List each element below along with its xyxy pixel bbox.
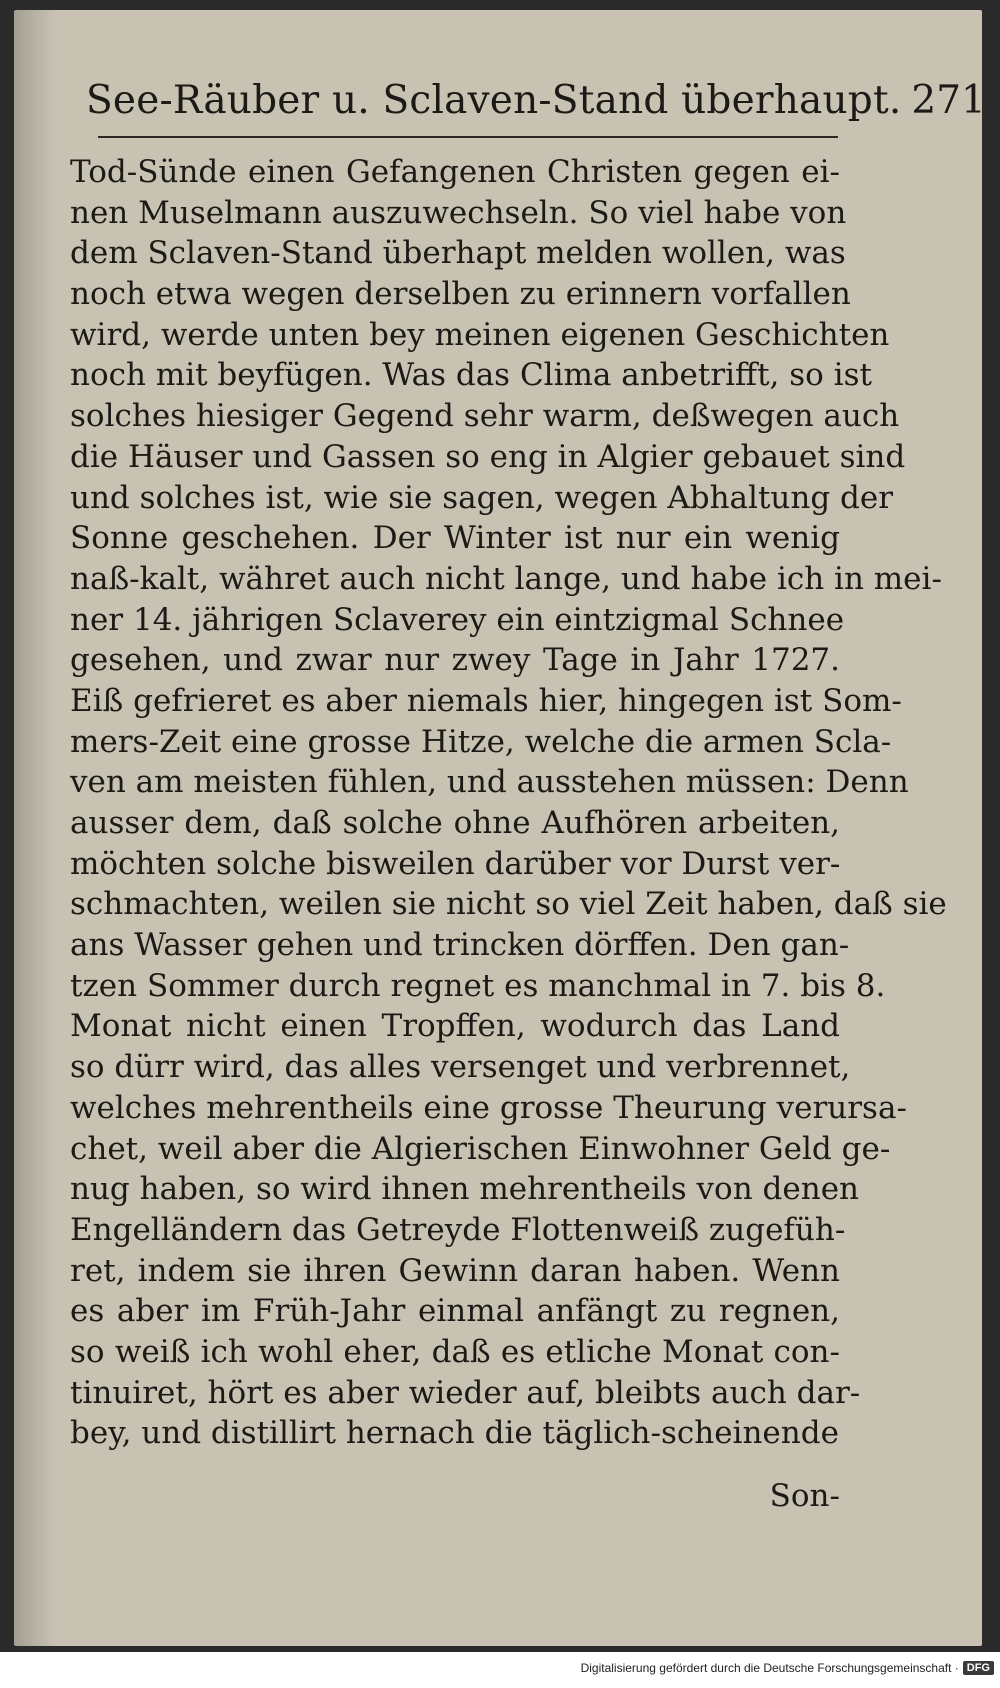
running-head: See-Räuber u. Sclaven-Stand überhaupt. [86, 78, 902, 123]
text-line: noch mit beyfügen. Was das Clima anbetrifft, so ist [70, 357, 872, 394]
text-line: Eiß gefrieret es aber niemals hier, hingegen ist Som- [70, 682, 902, 719]
text-line: nen Muselmann auszuwechseln. So viel habe von [70, 194, 847, 231]
text-line: wird, werde unten bey meinen eigenen Geschichten [70, 316, 890, 353]
text-line: bey, und distillirt hernach die täglich-scheinende [70, 1415, 839, 1452]
text-line: welches mehrentheils eine grosse Theurung verursa- [70, 1089, 907, 1126]
text-line: Tod-Sünde einen Gefangenen Christen gegen ei- [70, 154, 840, 190]
text-line: noch etwa wegen derselben zu erinnern vorfallen [70, 276, 851, 313]
body-text [70, 152, 947, 1454]
text-line: naß-kalt, währet auch nicht lange, und habe ich in mei- [70, 560, 942, 597]
text-line: so weiß ich wohl eher, daß es etliche Monat con- [70, 1333, 840, 1370]
text-line: die Häuser und Gassen so eng in Algier gebauet sind [70, 438, 906, 475]
text-line: es aber im Früh-Jahr einmal anfängt zu regnen, [70, 1293, 840, 1330]
page-header [86, 78, 986, 132]
text-line: dem Sclaven-Stand überhapt melden wollen, was [70, 235, 846, 272]
header-rule [98, 136, 838, 138]
catchword: Son- [769, 1478, 840, 1514]
page-number: 271 [911, 78, 986, 123]
text-line: tzen Sommer durch regnet es manchmal in 7. bis 8. [70, 967, 886, 1004]
footer-credit: Digitalisierung gefördert durch die Deutsche Forschungsgemeinschaft · [580, 1661, 959, 1675]
text-line: möchten solche bisweilen darüber vor Durst ver- [70, 845, 841, 882]
text-line: ans Wasser gehen und trincken dörffen. Den gan- [70, 927, 850, 964]
text-line: chet, weil aber die Algierischen Einwohner Geld ge- [70, 1130, 891, 1167]
text-line: ner 14. jährigen Sclaverey ein eintzigmal Schnee [70, 601, 845, 638]
text-line: schmachten, weilen sie nicht so viel Zeit haben, daß sie [70, 886, 947, 923]
text-line: Monat nicht einen Tropffen, wodurch das Land [70, 1008, 840, 1045]
text-line: nug haben, so wird ihnen mehrentheils von denen [70, 1171, 860, 1208]
text-line: Engelländern das Getreyde Flottenweiß zugefüh- [70, 1211, 846, 1248]
text-line: so dürr wird, das alles versenget und verbrennet, [70, 1049, 851, 1086]
text-line: ret, indem sie ihren Gewinn daran haben. Wenn [70, 1252, 840, 1289]
text-line: ausser dem, daß solche ohne Aufhören arbeiten, [70, 805, 840, 841]
digitization-footer [0, 1656, 994, 1680]
text-line: Sonne geschehen. Der Winter ist nur ein wenig [70, 520, 840, 557]
text-line: solches hiesiger Gegend sehr warm, deßwegen auch [70, 398, 900, 435]
text-line: und solches ist, wie sie sagen, wegen Abhaltung der [70, 479, 894, 516]
text-line: ven am meisten fühlen, und ausstehen müssen: Denn [70, 764, 909, 801]
text-line: gesehen, und zwar nur zwey Tage in Jahr 1727. [70, 642, 840, 679]
text-line: mers-Zeit eine grosse Hitze, welche die armen Scla- [70, 723, 892, 760]
text-line: tinuiret, hört es aber wieder auf, bleibts auch dar- [70, 1374, 861, 1411]
dfg-logo-icon: DFG [963, 1661, 994, 1675]
